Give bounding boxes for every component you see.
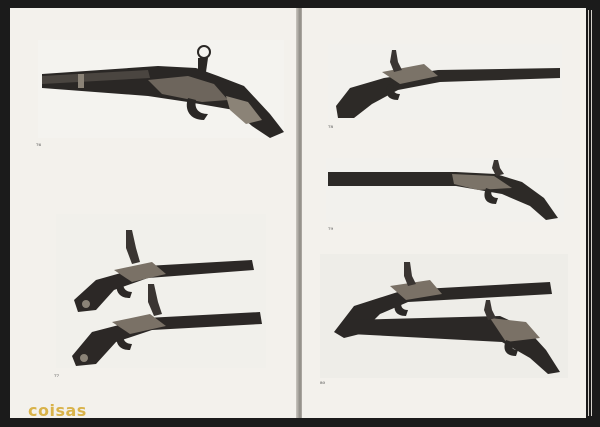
plate-image-80 (320, 254, 568, 378)
right-page (302, 8, 586, 418)
plate-caption-80 (320, 380, 568, 406)
plate-caption-76 (36, 142, 286, 178)
page-edge (588, 10, 589, 416)
plate-image-78 (328, 44, 562, 120)
plate-caption-79 (328, 226, 564, 252)
plate-caption-77 (54, 373, 268, 399)
page-edge (591, 10, 592, 416)
plate-caption-78 (328, 124, 564, 156)
plate-number: 79 (328, 226, 334, 231)
plate-number: 78 (328, 124, 334, 129)
plate-image-76 (38, 40, 284, 138)
watermark-logo (24, 401, 91, 418)
watermark-text: coisas (28, 401, 87, 418)
plate-image-77 (56, 214, 266, 368)
plate-image-79 (326, 158, 564, 222)
plate-number: 80 (320, 380, 326, 385)
plate-number: 77 (54, 373, 60, 378)
left-page (10, 8, 298, 418)
plate-number: 76 (36, 142, 42, 147)
